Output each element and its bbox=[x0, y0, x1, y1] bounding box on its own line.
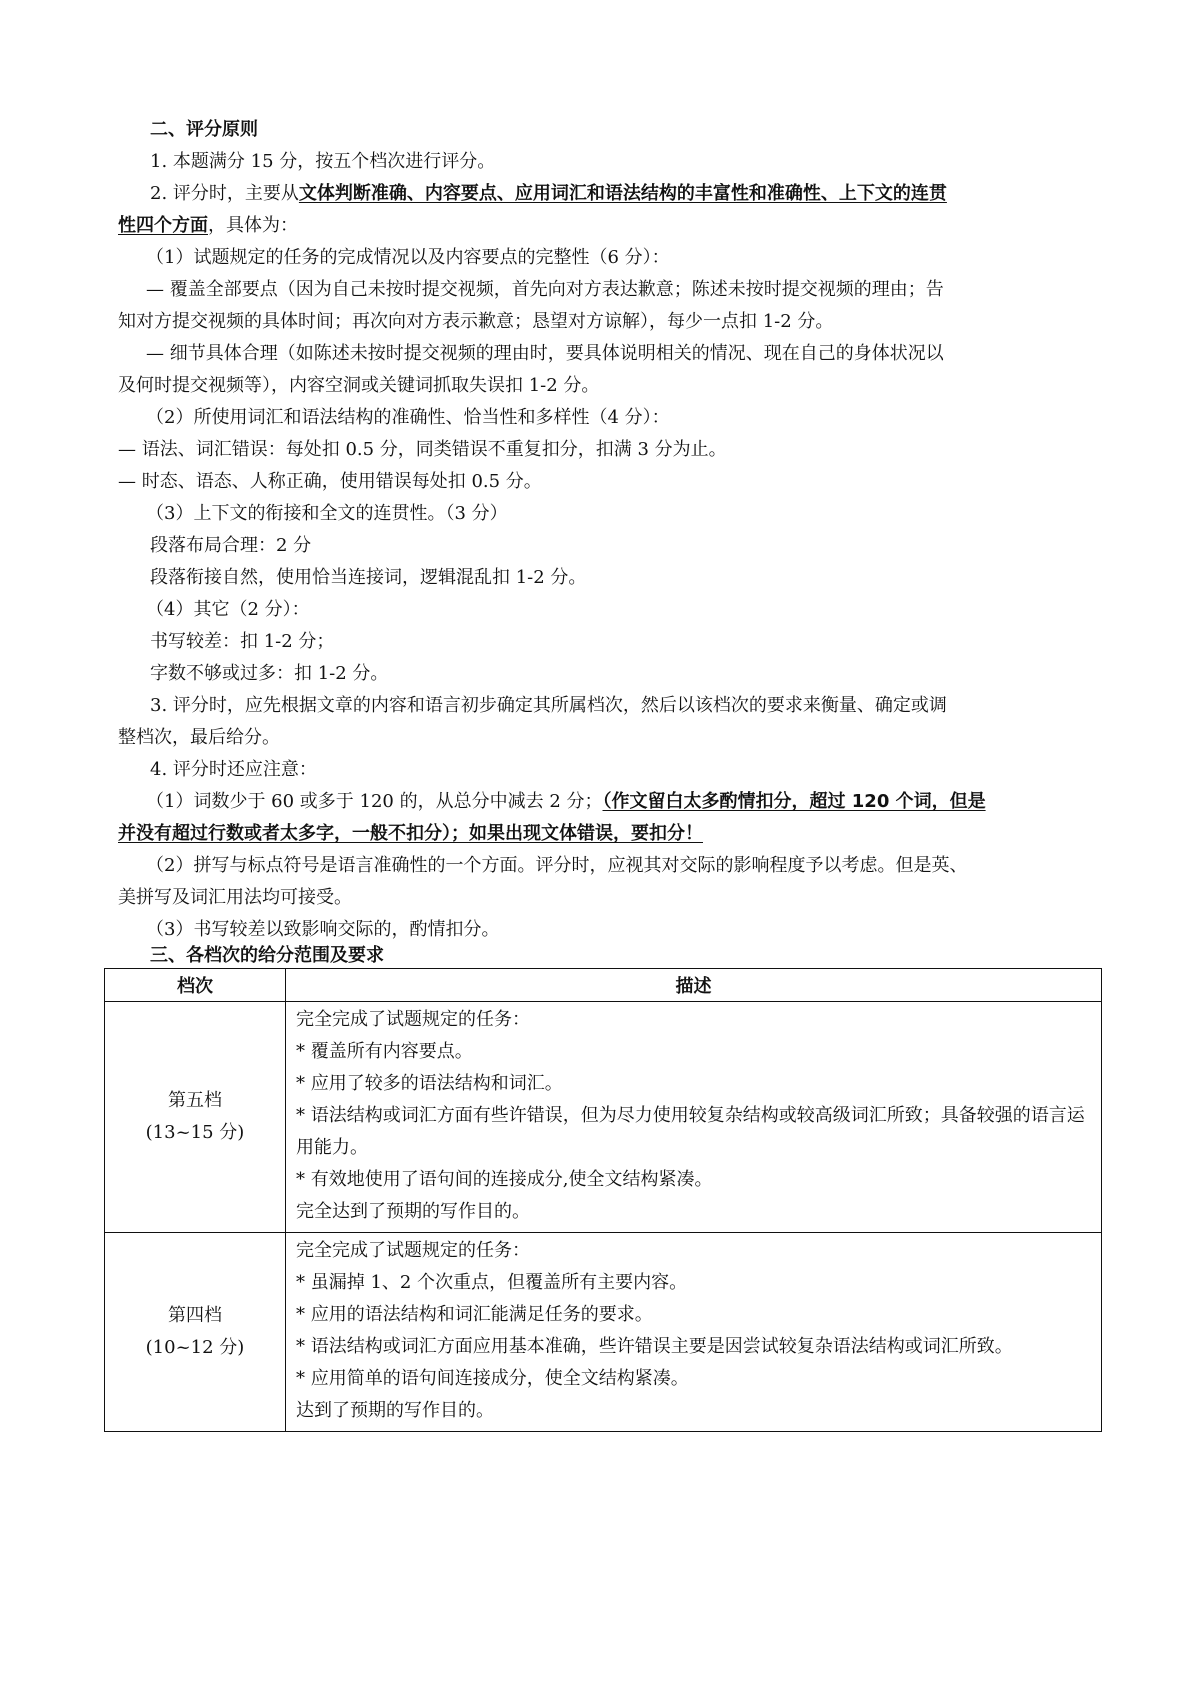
level-name: 第五档 bbox=[168, 1090, 222, 1111]
criterion-4-item-a: 书写较差：扣 1-2 分； bbox=[150, 631, 335, 652]
rule-4: 4. 评分时还应注意： bbox=[150, 759, 317, 780]
column-header-level: 档次 bbox=[105, 969, 286, 1002]
description-line: * 语法结构或词汇方面应用基本准确，些许错误主要是因尝试较复杂语法结构或词汇所致。 bbox=[296, 1336, 1013, 1357]
criterion-2-item-b: — 时态、语态、人称正确，使用错误每处扣 0.5 分。 bbox=[118, 471, 542, 492]
description-line: 达到了预期的写作目的。 bbox=[296, 1400, 494, 1421]
rule-2-line1 bbox=[150, 178, 947, 210]
rule-2-prefix: 2. 评分时，主要从 bbox=[150, 183, 299, 204]
rule-2-line2 bbox=[118, 210, 298, 242]
criterion-2-title: （2）所使用词汇和语法结构的准确性、恰当性和多样性（4 分）： bbox=[146, 407, 670, 428]
table-row bbox=[105, 1233, 1102, 1432]
criterion-1-item-a-line1: — 覆盖全部要点（因为自己未按时提交视频，首先向对方表达歉意；陈述未按时提交视频的理由；告 bbox=[146, 279, 944, 300]
score-level-table bbox=[104, 968, 1102, 1432]
table-row bbox=[105, 1002, 1102, 1233]
rule-2-suffix: ，具体为： bbox=[208, 215, 298, 236]
note-3: （3）书写较差以致影响交际的，酌情扣分。 bbox=[146, 919, 500, 940]
description-line: * 有效地使用了语句间的连接成分,使全文结构紧凑。 bbox=[296, 1169, 713, 1190]
description-line: * 虽漏掉 1、2 个次重点，但覆盖所有主要内容。 bbox=[296, 1272, 688, 1293]
description-line: * 语法结构或词汇方面有些许错误，但为尽力使用较复杂结构或较高级词汇所致；具备较强的语言运用能力。 bbox=[296, 1105, 1085, 1158]
note-2-line2: 美拼写及词汇用法均可接受。 bbox=[118, 887, 352, 908]
level-range: (10~12 分) bbox=[145, 1337, 245, 1358]
table-header-row bbox=[105, 969, 1102, 1002]
rule-2-emphasis: 文体判断准确、内容要点、应用词汇和语法结构的丰富性和准确性、上下文的连贯 bbox=[298, 183, 947, 204]
criterion-3-title: （3）上下文的衔接和全文的连贯性。（3 分） bbox=[146, 503, 508, 524]
criterion-3-item-b: 段落衔接自然，使用恰当连接词，逻辑混乱扣 1-2 分。 bbox=[150, 567, 587, 588]
description-line: 完全完成了试题规定的任务： bbox=[296, 1240, 530, 1261]
level-range: (13~15 分) bbox=[145, 1122, 245, 1143]
rule-1: 1. 本题满分 15 分，按五个档次进行评分。 bbox=[150, 151, 496, 172]
description-line: * 覆盖所有内容要点。 bbox=[296, 1041, 473, 1062]
note-1-line2 bbox=[118, 818, 703, 850]
level-name: 第四档 bbox=[168, 1305, 222, 1326]
description-line: * 应用了较多的语法结构和词汇。 bbox=[296, 1073, 563, 1094]
description-cell bbox=[286, 1233, 1102, 1432]
column-header-description: 描述 bbox=[286, 969, 1102, 1002]
section-heading-scoring-principles: 二、评分原则 bbox=[150, 119, 258, 140]
criterion-4-item-b: 字数不够或过多：扣 1-2 分。 bbox=[150, 663, 389, 684]
note-1-prefix: （1）词数少于 60 或多于 120 的，从总分中减去 2 分； bbox=[146, 791, 603, 812]
criterion-1-title: （1）试题规定的任务的完成情况以及内容要点的完整性（6 分）： bbox=[146, 247, 670, 268]
criterion-4-title: （4）其它（2 分）： bbox=[146, 599, 310, 620]
description-cell bbox=[286, 1002, 1102, 1233]
level-cell bbox=[105, 1002, 286, 1233]
criterion-1-item-b-line2: 及何时提交视频等），内容空洞或关键词抓取失误扣 1-2 分。 bbox=[118, 375, 600, 396]
description-line: * 应用的语法结构和词汇能满足任务的要求。 bbox=[296, 1304, 653, 1325]
rule-3-line2: 整档次，最后给分。 bbox=[118, 727, 280, 748]
note-2-line1: （2）拼写与标点符号是语言准确性的一个方面。评分时，应视其对交际的影响程度予以考虑。但是英、 bbox=[146, 855, 968, 876]
note-1-emphasis: （作文留白太多酌情扣分，超过 120 个词，但是 bbox=[602, 791, 986, 812]
description-line: * 应用简单的语句间连接成分，使全文结构紧凑。 bbox=[296, 1368, 689, 1389]
rule-3-line1: 3. 评分时，应先根据文章的内容和语言初步确定其所属档次，然后以该档次的要求来衡量、确定或调 bbox=[150, 695, 947, 716]
criterion-1-item-b-line1: — 细节具体合理（如陈述未按时提交视频的理由时，要具体说明相关的情况、现在自己的身体状况以 bbox=[146, 343, 944, 364]
note-1-line1 bbox=[146, 786, 986, 818]
criterion-1-item-a-line2: 知对方提交视频的具体时间；再次向对方表示歉意；恳望对方谅解），每少一点扣 1-2 分。 bbox=[118, 311, 834, 332]
criterion-3-item-a: 段落布局合理：2 分 bbox=[150, 535, 312, 556]
section-heading-score-levels: 三、各档次的给分范围及要求 bbox=[150, 945, 384, 966]
rule-2-emphasis-cont: 性四个方面 bbox=[118, 215, 208, 236]
note-1-emphasis-cont: 并没有超过行数或者太多字，一般不扣分）；如果出现文体错误，要扣分！ bbox=[118, 823, 703, 844]
description-line: 完全完成了试题规定的任务： bbox=[296, 1009, 530, 1030]
criterion-2-item-a: — 语法、词汇错误：每处扣 0.5 分，同类错误不重复扣分，扣满 3 分为止。 bbox=[118, 439, 727, 460]
description-line: 完全达到了预期的写作目的。 bbox=[296, 1201, 530, 1222]
level-cell bbox=[105, 1233, 286, 1432]
